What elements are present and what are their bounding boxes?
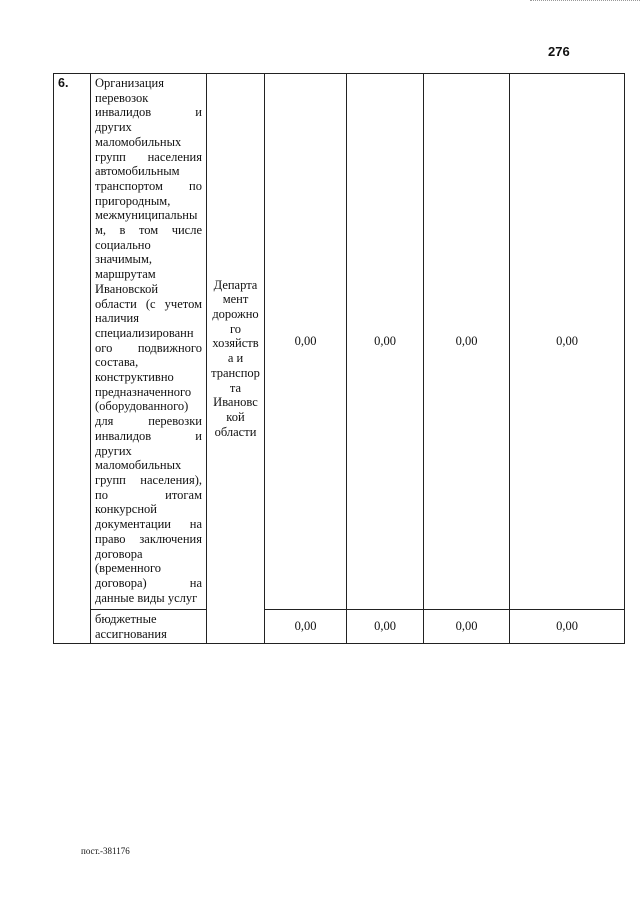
- desc-line: для перевозки: [95, 414, 202, 429]
- resp-line: Департа: [213, 277, 258, 292]
- desc-line: маршрутам: [95, 267, 156, 282]
- resp-line: та: [229, 380, 242, 395]
- desc-line: инвалидов и: [95, 105, 202, 120]
- resp-line: кой: [226, 409, 245, 424]
- desc-line: области (с учетом: [95, 296, 202, 311]
- desc-line: значимым,: [95, 252, 152, 267]
- resp-line: а и: [227, 351, 244, 366]
- desc-line: предназначенного: [95, 384, 192, 399]
- desc-line: м, в том числе: [95, 223, 202, 238]
- row-description: [91, 74, 207, 610]
- desc-line: других: [95, 443, 132, 458]
- desc-line: Ивановской: [95, 281, 159, 296]
- desc-line: по итогам: [95, 487, 202, 502]
- budget-value-cell: 0,00: [347, 610, 424, 644]
- desc-line: маломобильных: [95, 134, 182, 149]
- value-cell: 0,00: [510, 74, 625, 610]
- resp-line: го: [229, 321, 242, 336]
- desc-line: ого подвижного: [95, 340, 202, 355]
- table-row: [54, 74, 625, 610]
- value-cell: 0,00: [424, 74, 510, 610]
- resp-line: дорожно: [212, 307, 259, 322]
- desc-line: специализированн: [95, 325, 194, 340]
- desc-line: межмуниципальны: [95, 208, 198, 223]
- desc-line: автомобильным: [95, 164, 180, 179]
- resp-line: мент: [222, 292, 249, 307]
- program-table: [53, 73, 625, 644]
- budget-label-line: ассигнования: [95, 626, 167, 641]
- budget-value-cell: 0,00: [510, 610, 625, 644]
- value-cell: 0,00: [347, 74, 424, 610]
- desc-line: договора) на: [95, 575, 202, 590]
- budget-label-line: бюджетные: [95, 612, 157, 626]
- value-cell: 0,00: [265, 74, 347, 610]
- desc-line: групп населения),: [95, 472, 202, 487]
- desc-line: договора: [95, 546, 143, 561]
- document-code: пост.-381176: [81, 846, 130, 856]
- resp-line: области: [214, 424, 257, 439]
- desc-line: маломобильных: [95, 458, 182, 473]
- desc-line: транспортом по: [95, 178, 202, 193]
- budget-label: [91, 610, 207, 644]
- desc-line: других: [95, 120, 132, 135]
- resp-line: Ивановс: [213, 395, 258, 410]
- desc-line: конкурсной: [95, 502, 157, 517]
- table-row: [54, 610, 625, 644]
- desc-line: состава,: [95, 355, 139, 370]
- desc-line: конструктивно: [95, 370, 174, 385]
- row-number: 6.: [54, 74, 91, 644]
- desc-line: перевозок: [95, 90, 149, 105]
- resp-line: хозяйств: [212, 336, 259, 351]
- resp-line: транспор: [211, 365, 260, 380]
- desc-line: групп населения: [95, 149, 202, 164]
- desc-line: данные виды услуг: [95, 590, 198, 605]
- scan-edge-mark: [530, 0, 640, 7]
- desc-line: наличия: [95, 311, 140, 326]
- budget-value-cell: 0,00: [424, 610, 510, 644]
- desc-line: (временного: [95, 561, 162, 576]
- desc-line: инвалидов и: [95, 428, 202, 443]
- budget-value-cell: 0,00: [265, 610, 347, 644]
- desc-line: право заключения: [95, 531, 202, 546]
- desc-line: документации на: [95, 517, 202, 532]
- desc-line: Организация: [95, 76, 164, 90]
- desc-line: (оборудованного): [95, 399, 189, 414]
- desc-line: пригородным,: [95, 193, 171, 208]
- page-number: 276: [548, 44, 570, 59]
- desc-line: социально: [95, 237, 151, 252]
- responsible-department: [207, 74, 265, 644]
